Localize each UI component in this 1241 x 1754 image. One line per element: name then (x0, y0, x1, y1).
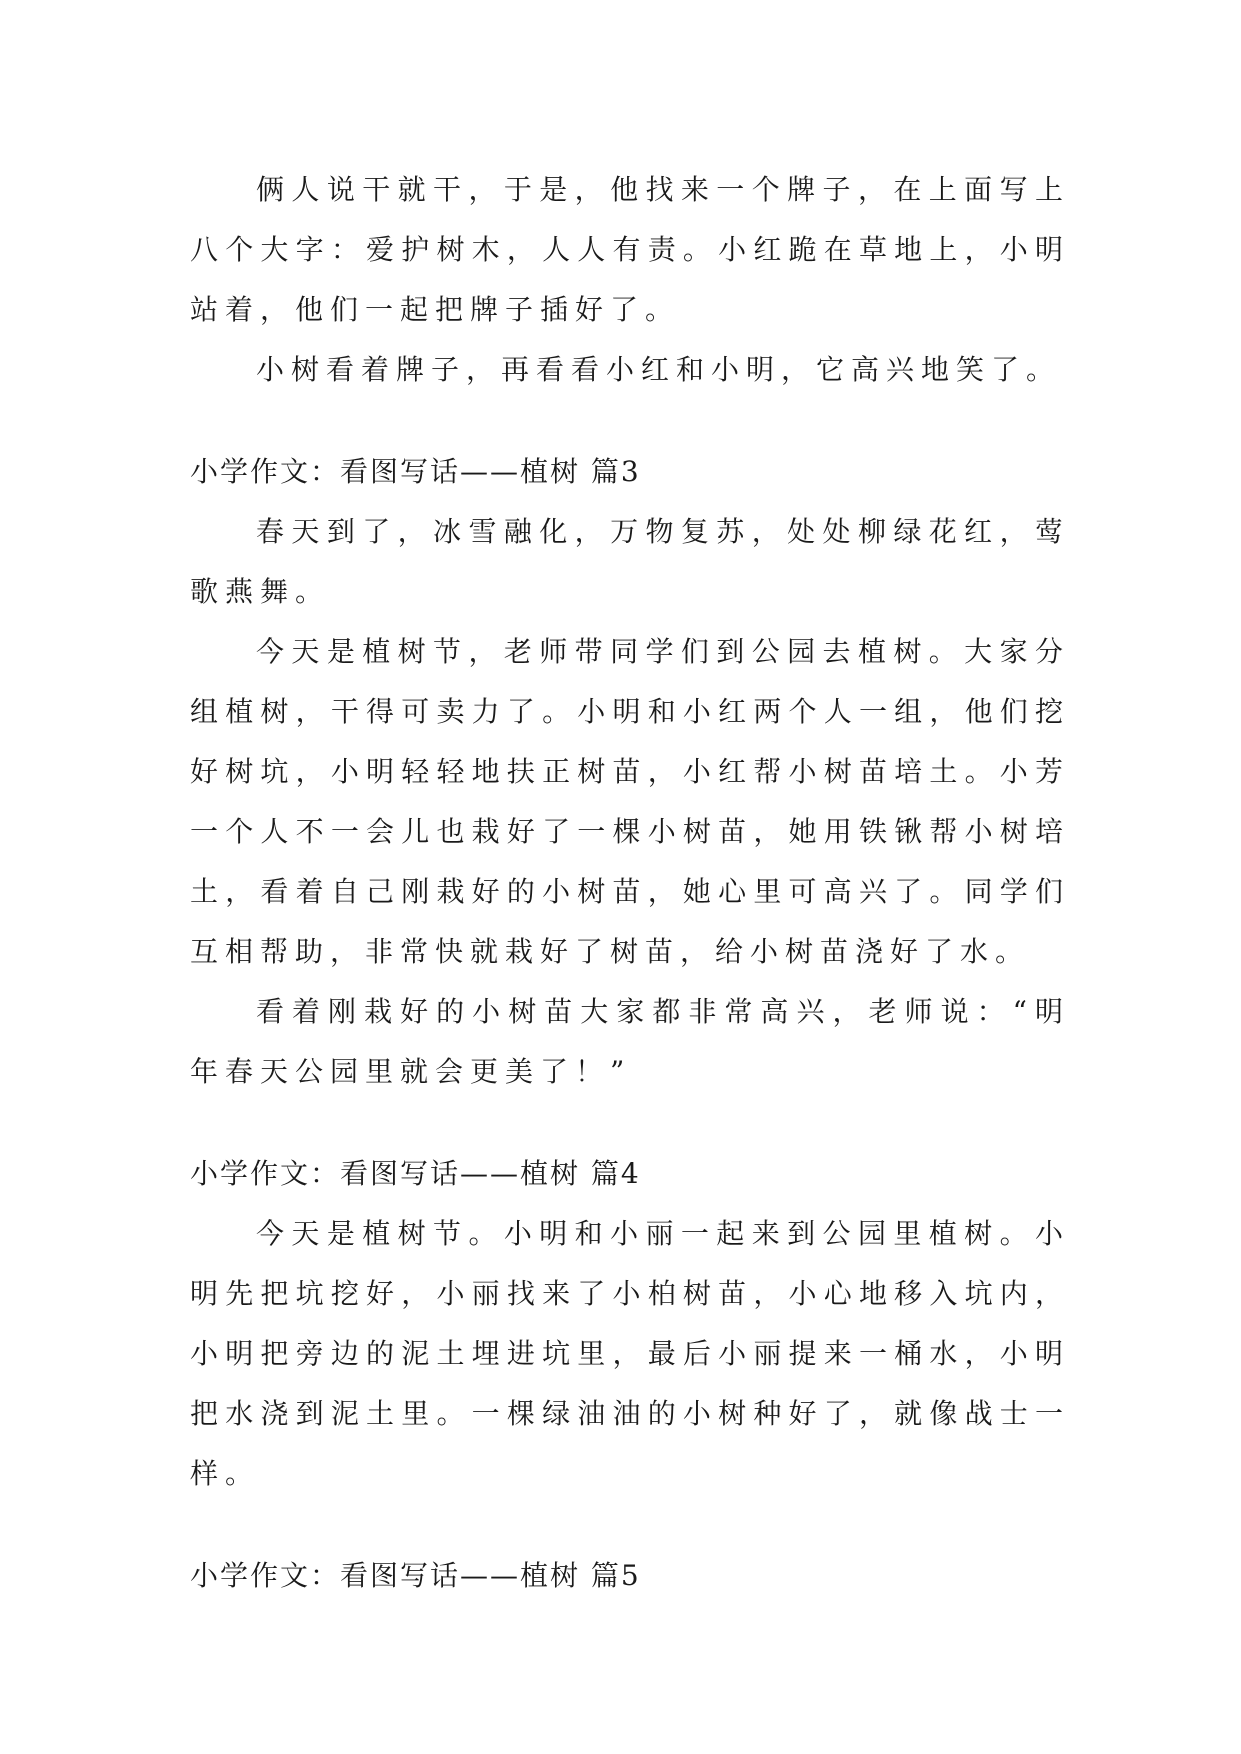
paragraph: 看着刚栽好的小树苗大家都非常高兴，老师说：“明年春天公园里就会更美了！” (190, 995, 1070, 1088)
section-heading: 小学作文：看图写话——植树 篇5 (190, 1559, 641, 1592)
paragraph: 今天是植树节，老师带同学们到公园去植树。大家分组植树，干得可卖力了。小明和小红两个人一组，他们挖好树坑，小明轻轻地扶正树苗，小红帮小树苗培土。小芳一个人不一会儿也栽好了一棵小树苗，她用铁锹帮小树培土，看着自己刚栽好的小树苗，她心里可高兴了。同学们互相帮助，非常快就栽好了树苗，给小树苗浇好了水。 (190, 635, 1070, 968)
paragraph: 小树看着牌子，再看看小红和小明，它高兴地笑了。 (256, 353, 1062, 386)
section-heading: 小学作文：看图写话——植树 篇3 (190, 455, 641, 488)
paragraph: 俩人说干就干，于是，他找来一个牌子，在上面写上八个大字：爱护树木，人人有责。小红跪在草地上，小明站着，他们一起把牌子插好了。 (190, 173, 1070, 326)
paragraph: 春天到了，冰雪融化，万物复苏，处处柳绿花红，莺歌燕舞。 (190, 515, 1070, 608)
document-body (190, 160, 1070, 1606)
paragraph: 今天是植树节。小明和小丽一起来到公园里植树。小明先把坑挖好，小丽找来了小柏树苗，小心地移入坑内，小明把旁边的泥土埋进坑里，最后小丽提来一桶水，小明把水浇到泥土里。一棵绿油油的小树种好了，就像战士一样。 (190, 1217, 1070, 1490)
section-heading: 小学作文：看图写话——植树 篇4 (190, 1157, 641, 1190)
